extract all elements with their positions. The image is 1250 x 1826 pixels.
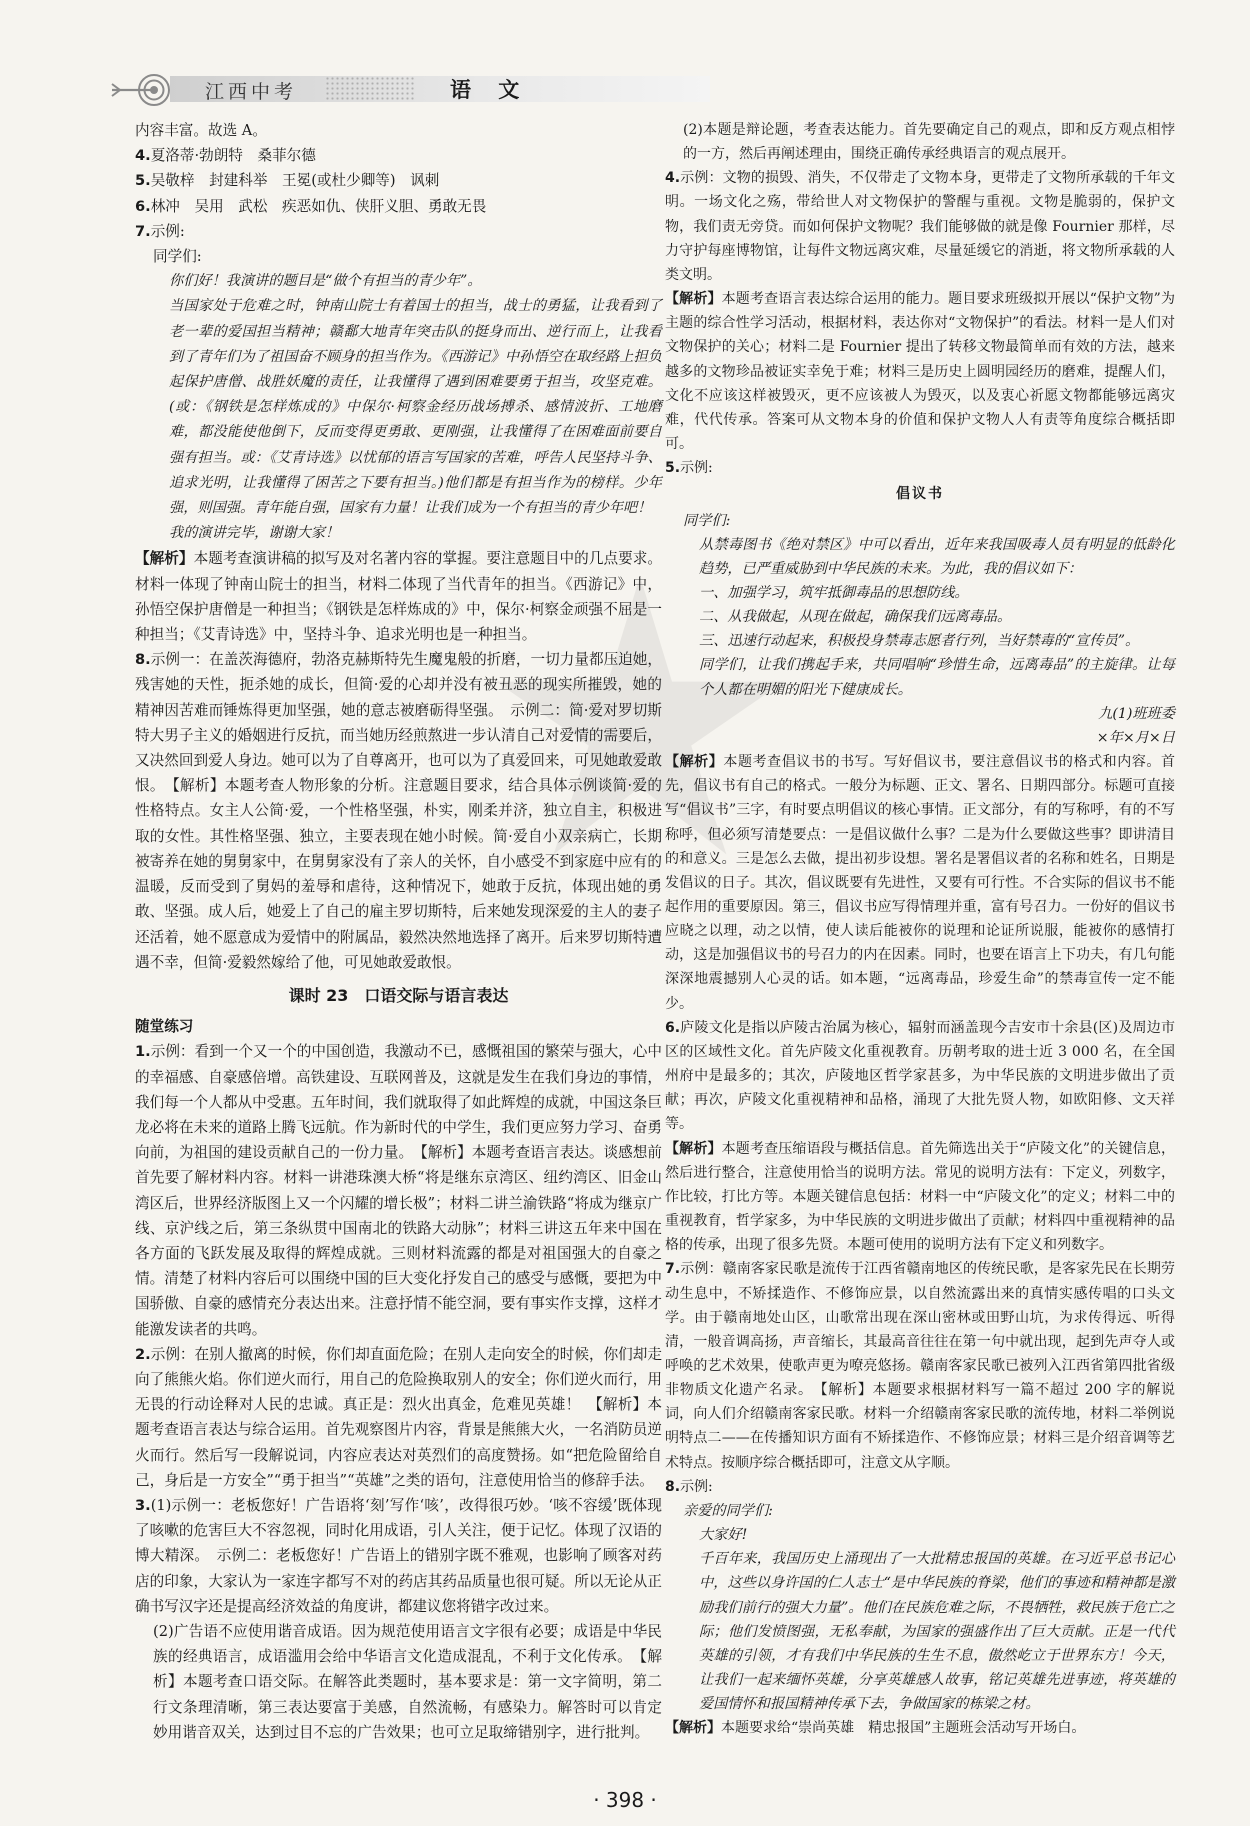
analysis-text: 本题考查压缩语段与概括信息。首先筛选出关于“庐陵文化”的关键信息，然后进行整合，注意使用恰当的说明方法。常见的说明方法有：下定义，列数字，作比较，打比方等。本题关键信息包括：材料一中“庐陵文化”的定义；材料二中的重视教育，哲学家多，为中华民族的文明进步做出了贡献；材料四中重视精神的品格的传承，出现了很多先贤。本题可使用的说明方法有下定义和列数字。 (665, 1140, 1175, 1254)
item-number: 3. (135, 1496, 151, 1514)
lesson-heading: 课时 23 口语交际与语言表达 (288, 985, 509, 1005)
item-text: 林冲 吴用 武松 疾恶如仇、侠肝义胆、勇敢无畏 (150, 197, 487, 215)
analysis-tag: 【解析】 (665, 291, 722, 308)
paragraph: (2)广告语不应使用谐音成语。因为规范使用语言文字很有必要；成语是中华民族的经典语言，成语滥用会给中华语言文化造成混乱，不利于文化传承。 【解析】本题考查口语交际。在解答此类题时，基本要求是：第一文字简明，第二行文条理清晰，第三表达要富于美感，自然流畅，有感染力。解答时可以肯定妙用谐音双关，达到过目不忘的广告效果；也可立足取缔错别字，进行批判。 (153, 1622, 662, 1741)
item-number: 7. (135, 222, 151, 240)
analysis-text: 本题考查演讲稿的拟写及对名著内容的掌握。要注意题目中的几点要求。材料一体现了钟南山院士的担当，材料二体现了当代青年的担当。《西游记》中，孙悟空保护唐僧是一种担当；《钢铁是怎样炼成的》中，保尔·柯察金顽强不屈是一种担当；《艾青诗选》中，坚持斗争、追求光明也是一种担当。 (135, 550, 662, 644)
analysis-text: 本题考查语言表达综合运用的能力。题目要求班级拟开展以“保护文物”为主题的综合性学习活动，根据材料，表达你对“文物保护”的看法。材料一是人们对文物保护的关心；材料二是 Fournier 提出了转移文物最简单而有效的方法，越来越多的文物珍品被证实幸免于难；材料三是历史上圆明园经历的磨难，提醒人们，文化不应该这样被毁灭，更不应该被人为毁灭，以及衷心祈愿文物都能够远离灾难，代代传承。答案可从文物本身的价值和保护文物人人有责等角度综合概括即可。 (665, 291, 1175, 453)
page-number: · 398 · (593, 1788, 657, 1812)
analysis-text: 本题考查倡议书的书写。写好倡议书，要注意倡议书的格式和内容。首先，倡议书有自己的格式。一般分为标题、正文、署名、日期四部分。标题可直接写“倡议书”三字，有时要点明倡议的核心事情。正文部分，有的写称呼，有的不写称呼，但必须写清楚要点：一是倡议做什么事？二是为什么要做这些事？即讲清目的和意义。三是怎么去做，提出初步设想。署名是署倡议者的名称和姓名，日期是发倡议的日子。其次，倡议既要有先进性，又要有可行性。不合实际的倡议书不能起作用的重要原因。第三，倡议书应写得情理并重，富有号召力。一份好的倡议书应晓之以理，动之以情，使人读后能被你的说理和论证所说服，能被你的感情打动，这是加强倡议书的号召力的内在因素。同时，也要在语言上下功夫，有几句能深深地震撼别人心灵的话。如本题，“远离毒品，珍爱生命”的禁毒宣传一定不能少。 (665, 754, 1176, 1012)
item-number: 6. (665, 1019, 681, 1036)
item-text: 示例：文物的损毁、消失，不仅带走了文物本身，更带走了文物所承载的千年文明。一场文化之殇，带给世人对文物保护的警醒与重视。文物是脆弱的，保护文物，我们责无旁贷。而如何保护文物呢？我们能够做的就是像 Fournier 那样，尽力守护每座博物馆，让每件文物远离灾难，尽量延缓它的消逝，将文物所承载的人类文明。 (665, 170, 1175, 283)
item-number: 8. (135, 651, 151, 669)
item-text: 庐陵文化是指以庐陵古治属为核心，辐射而涵盖现今吉安市十余县(区)及周边市区的区域性文化。首先庐陵文化重视教育。历朝考取的进士近 3 000 名，在全国州府中是最多的；其次，庐陵地区哲学家甚多，为中华民族的文明进步做出了贡献；再次，庐陵文化重视精神和品格，涌现了大批先贤人物，如欧阳修、文天祥等。 (665, 1019, 1175, 1133)
item-number: 7. (665, 1261, 681, 1278)
sample-text: 当国家处于危难之时，钟南山院士有着国士的担当，战士的勇猛，让我看到了老一辈的爱国担当精神；赣鄱大地青年突击队的挺身而出、逆行而上，让我看到了青年们为了祖国奋不顾身的担当作为。《西游记》中孙悟空在取经路上担负起保护唐僧、战胜妖魔的责任，让我懂得了遇到困难要勇于担当，攻坚克难。(或：《钢铁是怎样炼成的》中保尔·柯察金经历战场搏杀、感情波折、工地磨难，都没能使他倒下，反而变得更勇敢、更刚强，让我懂得了在困难面前要自强有担当。或：《艾青诗选》以忧郁的语言写国家的苦难，呼告人民坚持斗争、追求光明，让我懂得了困苦之下要有担当。)他们都是有担当作为的榜样。少年强，则国强。青年能自强，国家有力量！让我们成为一个有担当的青少年吧！ (169, 298, 662, 517)
analysis-text: 本题要求给“崇尚英雄 精忠报国”主题班会活动写开场白。 (721, 1720, 1086, 1737)
item-text: 示例：赣南客家民歌是流传于江西省赣南地区的传统民歌，是客家先民在长期劳动生息中，不矫揉造作、不修饰应景，以自然流露出来的真情实感传唱的口头文学。由于赣南地处山区，山歌常出现在深山密林或田野山坑，为求传得远、听得清，一般音调高扬，声音缩长，其最高音往往在第一句中就出现，起到先声夺人或呼唤的艺术效果，使歌声更为嘹亮悠扬。赣南客家民歌已被列入江西省第四批省级非物质文化遗产名录。 【解析】本题要求根据材料写一篇不超过 200 字的解说词，向人们介绍赣南客家民歌。材料一介绍赣南客家民歌的流传地，材料二举例说明特点二——在传播知识方面有不矫揉造作、不修饰应景；材料三是介绍音调等艺术特点。按顺序综合概括即可，注意文从字顺。 (665, 1261, 1175, 1471)
answer-item (135, 194, 662, 219)
item-number: 4. (135, 147, 151, 165)
right-column (665, 118, 1175, 1740)
analysis-paragraph (665, 1716, 1175, 1740)
answer-item (135, 168, 662, 193)
item-text: 示例：看到一个又一个的中国创造，我激动不已，感慨祖国的繁荣与强大，心中的幸福感、自豪感倍增。高铁建设、互联网普及，这就是发生在我们身边的事情，我们每一个人都从中受惠。五年时间，我们就取得了如此辉煌的成就，中国这条巨龙必将在未来的道路上腾飞远航。作为新时代的中学生，我们更应努力学习、奋勇向前，为祖国的建设贡献自己的一份力量。 【解析】本题考查语言表达。谈感想前首先要了解材料内容。材料一讲港珠澳大桥“将是继东京湾区、纽约湾区、旧金山湾区后，世界经济版图上又一个闪耀的增长极”；材料二讲兰渝铁路“将成为继京广线、京沪线之后，第三条纵贯中国南北的铁路大动脉”；材料三讲这五年来中国在各方面的飞跃发展及取得的辉煌成就。三则材料流露的都是对祖国强大的自豪之情。清楚了材料内容后可以围绕中国的巨大变化抒发自己的感受与感慨，要把为中国骄傲、自豪的感情充分表达出来。注意抒情不能空洞，要有事实作支撑，这样才能激发读者的共鸣。 (135, 1043, 662, 1338)
item-number: 6. (135, 197, 151, 215)
answer-item (135, 219, 662, 244)
answer-item (135, 647, 662, 975)
proposal-title: 倡议书 (896, 486, 944, 503)
analysis-paragraph (665, 750, 1175, 1016)
salutation: 同学们: (683, 512, 731, 529)
analysis-tag: 【解析】 (665, 1140, 722, 1157)
left-column (135, 118, 662, 1745)
analysis-paragraph (665, 287, 1175, 456)
answer-item (665, 1016, 1175, 1137)
paragraph: 同学们: (153, 248, 202, 266)
answer-item (135, 143, 662, 168)
item-number: 4. (665, 170, 681, 187)
answer-item (665, 456, 1175, 480)
item-text: 示例一：在盖茨海德府，勃洛克赫斯特先生魔鬼般的折磨，一切力量都压迫她，残害她的天性，扼杀她的成长，但简·爱的心却并没有被丑恶的现实所摧毁，她的精神因苦难而锤炼得更加坚强，她的意志被磨砺得坚强。 示例二：简·爱对罗切斯特大男子主义的婚姻进行反抗，而当她历经煎熬进一步认清自己对爱情的需要后，又决然回到爱人身边。她可以为了自尊离开，也可以为了真爱回来，可见她敢爱敢恨。 【解析】本题考查人物形象的分析。注意题目要求，结合具体示例谈简·爱的性格特点。女主人公简·爱，一个性格坚强，朴实，刚柔并济，独立自主，积极进取的女性。其性格坚强、独立，主要表现在她小时候。简·爱自小双亲病亡，长期被寄养在她的舅舅家中，在舅舅家没有了亲人的关怀，自小感受不到家庭中应有的温暖，反而受到了舅妈的羞辱和虐待，这种情况下，她敢于反抗，体现出她的勇敢、坚强。成人后，她爱上了自己的雇主罗切斯特，后来她发现深爱的主人的妻子还活着，她不愿意成为爱情中的附属品，毅然决然地选择了离开。后来罗切斯特遭遇不幸，但简·爱毅然嫁给了他，可见她敢爱敢恨。 (135, 651, 662, 971)
paragraph: 内容丰富。故选 A。 (135, 122, 267, 139)
answer-item (135, 1493, 662, 1619)
sample-text: 我的演讲完毕，谢谢大家！ (169, 525, 340, 542)
item-number: 1. (135, 1043, 151, 1061)
item-number: 2. (135, 1345, 151, 1363)
sample-text: 同学们，让我们携起手来，共同唱响“珍惜生命，远离毒品”的主旋律。让每个人都在明媚的阳光下健康成长。 (699, 657, 1175, 698)
item-number: 8. (665, 1478, 681, 1495)
answer-item (665, 1257, 1175, 1474)
page-header (110, 72, 600, 108)
item-text: 示例: (150, 222, 185, 240)
analysis-tag: 【解析】 (665, 754, 724, 771)
analysis-tag: 【解析】 (135, 550, 194, 568)
item-number: 5. (665, 460, 681, 477)
answer-item (665, 1475, 1175, 1499)
item-text: 示例: (680, 1478, 713, 1495)
sample-text: 二、从我做起，从现在做起，确保我们远离毒品。 (699, 609, 1012, 626)
header-title: 江西中考 (205, 81, 298, 103)
sample-text: 大家好! (699, 1527, 748, 1544)
analysis-paragraph (665, 1137, 1175, 1258)
analysis-paragraph (135, 546, 662, 647)
answer-item (135, 1342, 662, 1493)
section-heading: 随堂练习 (135, 1018, 194, 1036)
signature-line: 九(1)班班委 (1098, 705, 1175, 722)
answer-item (665, 166, 1175, 287)
paragraph: (2)本题是辩论题，考查表达能力。首先要确定自己的观点，即和反方观点相悖的一方，然后再阐述理由，围绕正确传承经典语言的观点展开。 (683, 122, 1175, 163)
item-text: (1)示例一：老板您好！广告语将‘刻’写作‘咳’，改得很巧妙。‘咳不容缓’既体现了咳嗽的危害巨大不容忽视，同时化用成语，引人关注，便于记忆。体现了汉语的博大精深。 示例二：老板您好！广告语上的错别字既不雅观，也影响了顾客对药店的印象，大家认为一家连字都写不对的药店其药品质量也很可疑。所以无论从正确书写汉字还是提高经济效益的角度讲，都建议您将错字改过来。 (135, 1496, 662, 1615)
sample-text: 千百年来，我国历史上涌现出了一大批精忠报国的英雄。在习近平总书记心中，这些以身许国的仁人志士“是中华民族的脊梁，他们的事迹和精神都是激励我们前行的强大力量”。他们在民族危难之际，不畏牺牲，救民族于危亡之际；他们发愤图强，无私奉献，为国家的强盛作出了巨大贡献。正是一代代英雄的引领，才有我们中华民族的生生不息，傲然屹立于世界东方！今天，让我们一起来缅怀英雄，分享英雄感人故事，铭记英雄先进事迹，将英雄的爱国情怀和报国精神传承下去，争做国家的栋梁之材。 (699, 1551, 1175, 1713)
sample-text: 你们好！我演讲的题目是“做个有担当的青少年”。 (169, 273, 482, 290)
signature-line: ×年×月×日 (1096, 729, 1175, 746)
sample-text: 三、迅速行动起来，积极投身禁毒志愿者行列，当好禁毒的“宣传员”。 (699, 633, 1140, 650)
item-text: 夏洛蒂·勃朗特 桑菲尔德 (150, 147, 316, 165)
answer-item (135, 1039, 662, 1341)
salutation: 亲爱的同学们: (683, 1502, 773, 1519)
item-text: 吴敬梓 封建科举 王冕(或杜少卿等) 讽刺 (150, 172, 440, 190)
header-dot-pattern (325, 76, 415, 102)
analysis-tag: 【解析】 (665, 1720, 721, 1737)
header-subject: 语 文 (450, 78, 530, 102)
item-text: 示例：在别人撤离的时候，你们却直面危险；在别人走向安全的时候，你们却走向了熊熊火焰。你们逆火而行，用自己的危险换取别人的安全；你们逆火而行，用无畏的行动诠释对人民的忠诚。真正是：烈火出真金，危难见英雄！ 【解析】本题考查语言表达与综合运用。首先观察图片内容，背景是熊熊大火，一名消防员逆火而行。然后写一段解说词，内容应表达对英烈们的高度赞扬。如“把危险留给自己，身后是一方安全”“勇于担当”“英雄”之类的语句，注意使用恰当的修辞手法。 (135, 1345, 662, 1489)
item-number: 5. (135, 172, 151, 190)
item-text: 示例: (680, 460, 713, 477)
sample-text: 从禁毒图书《绝对禁区》中可以看出，近年来我国吸毒人员有明显的低龄化趋势，已严重威胁到中华民族的未来。为此，我的倡议如下： (699, 536, 1175, 577)
sample-text: 一、加强学习，筑牢抵御毒品的思想防线。 (699, 584, 969, 601)
